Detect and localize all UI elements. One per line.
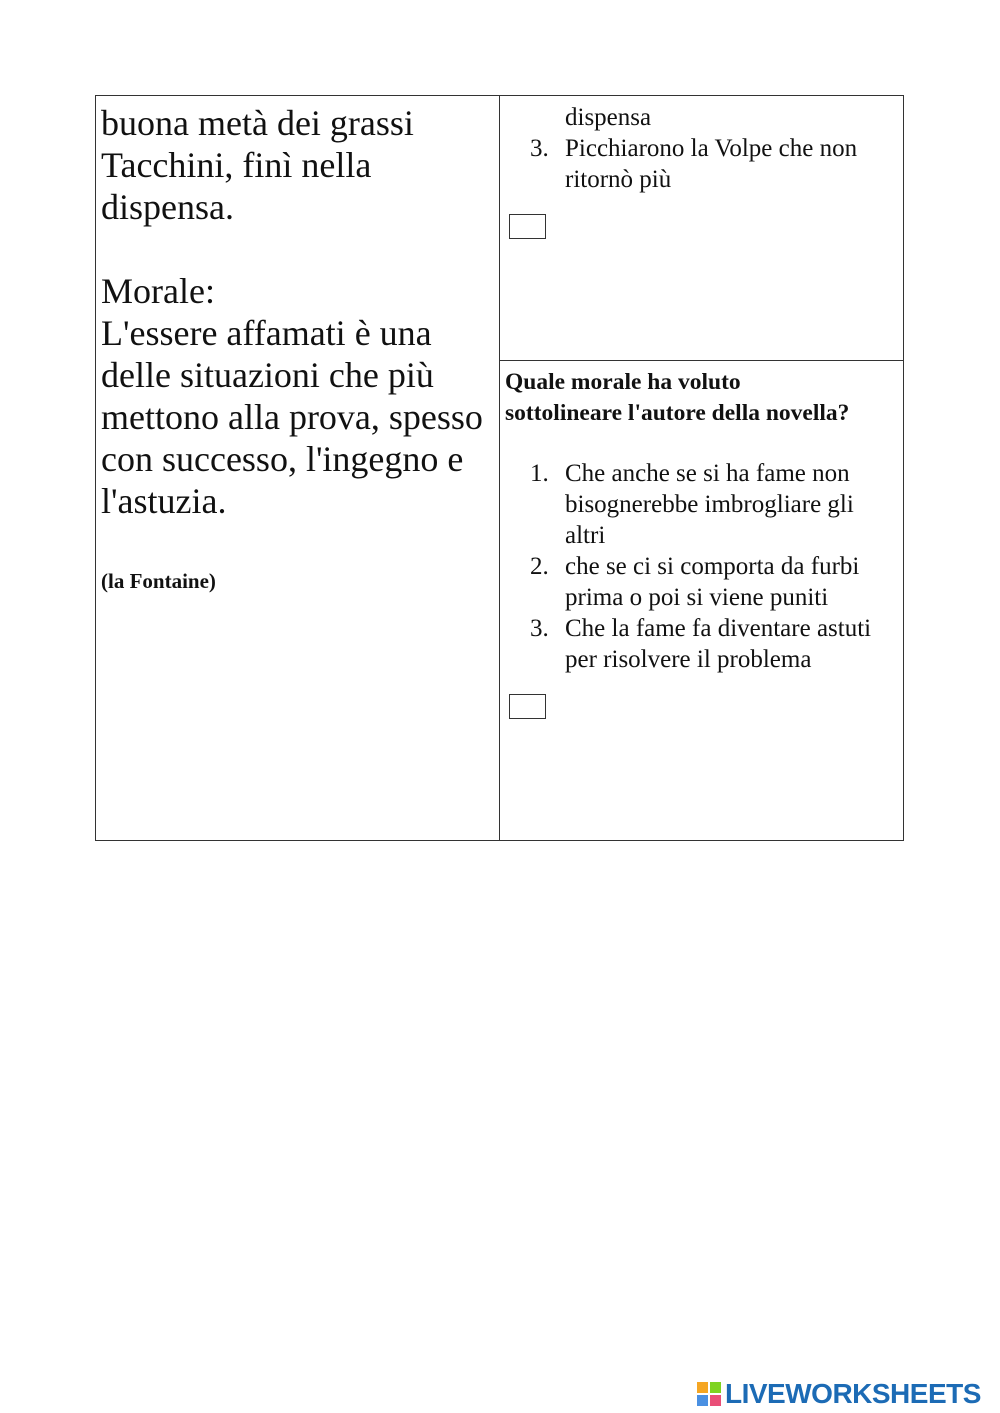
story-cell [96,96,500,840]
option-number: 3. [530,135,549,162]
moral-line: delle situazioni che più [101,355,434,395]
list-item [530,133,902,195]
option-line: prima o poi si viene puniti [565,584,829,611]
moral-heading: Morale: [101,271,215,311]
worksheet-table [95,95,904,841]
option-number: 2. [530,553,549,580]
option-number: 3. [530,615,549,642]
option-line: Picchiarono la Volpe che non [565,135,858,162]
story-line: buona metà dei grassi [101,103,414,143]
question-cell-previous [500,96,903,361]
story-text [101,102,499,522]
moral-line: L'essere affamati è una [101,313,432,353]
list-item [530,551,902,613]
option-line: per risolvere il problema [565,646,812,673]
option-line: Che la fame fa diventare astuti [565,615,872,642]
story-line: dispensa. [101,187,234,227]
question-text [505,367,901,429]
answer-input[interactable] [509,694,546,719]
questions-column [500,96,903,840]
author-credit: (la Fontaine) [101,569,216,593]
question-cell-moral [500,361,903,840]
option-line: Che anche se si ha fame non [565,460,850,487]
brand-name: LIVEWORKSHEETS [725,1378,981,1409]
option-line: bisognerebbe imbrogliare gli [565,491,854,518]
option-number: 1. [530,460,549,487]
liveworksheets-logo-icon [697,1382,721,1406]
option-line: che se ci si comporta da furbi [565,553,860,580]
moral-line: con successo, l'ingegno e [101,439,464,479]
answer-input[interactable] [509,214,546,239]
list-item [530,458,902,551]
option-line: altri [565,522,606,549]
liveworksheets-logo [697,1379,981,1409]
question-line: sottolineare l'autore della novella? [505,400,850,426]
option-list [530,458,902,675]
story-line: Tacchini, finì nella [101,145,372,185]
continued-option-text: dispensa [565,104,652,131]
list-item [530,613,902,675]
moral-line: l'astuzia. [101,481,227,521]
moral-line: mettono alla prova, spesso [101,397,483,437]
option-line: ritornò più [565,166,672,193]
option-list [530,133,902,195]
question-line: Quale morale ha voluto [505,369,741,395]
